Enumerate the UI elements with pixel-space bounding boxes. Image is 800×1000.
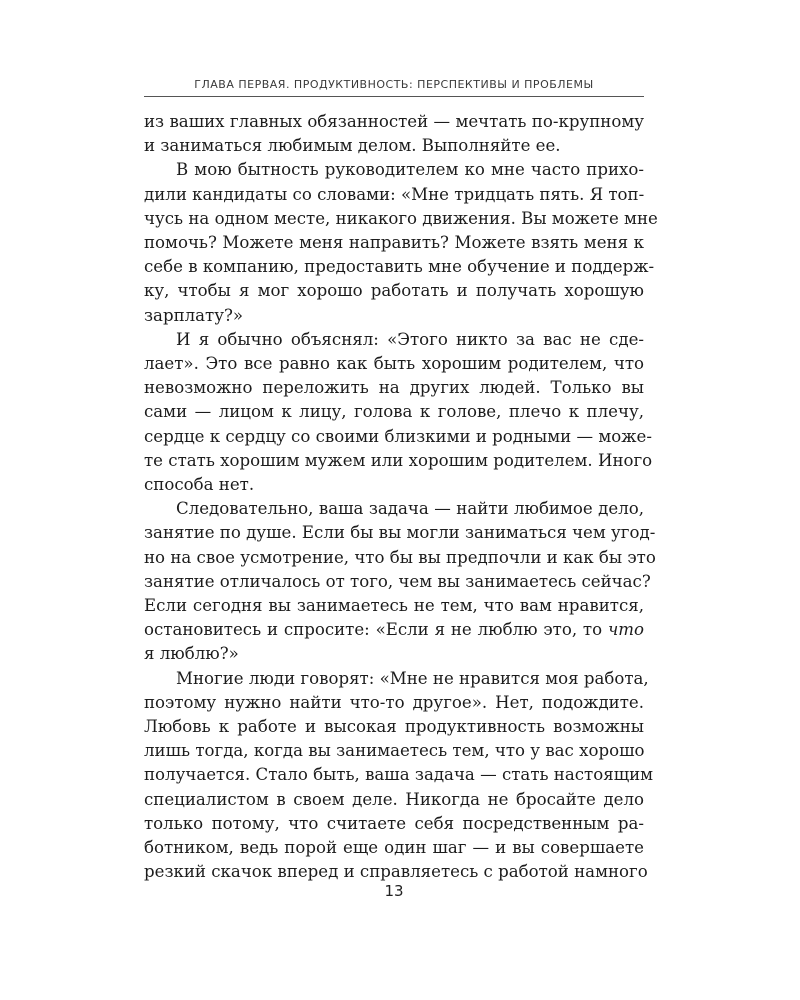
text-line: занятие по душе. Если бы вы могли заниматься чем угод- (144, 523, 656, 543)
text-line: способа нет. (144, 475, 255, 495)
text-line: получается. Стало быть, ваша задача — стать настоящим (144, 765, 654, 785)
text-line: чусь на одном месте, никакого движения. Вы можете мне (144, 208, 658, 228)
body-text (144, 110, 658, 885)
text-line: сами — лицом к лицу, голова к голове, плечо к плечу, (144, 402, 644, 422)
text-line: лает». Это все равно как быть хорошим родителем, что (144, 354, 644, 374)
text-line: те стать хорошим мужем или хорошим родителем. Иного (144, 450, 653, 470)
text-line (144, 618, 644, 642)
text-line: лишь тогда, когда вы занимаетесь тем, что у вас хорошо (144, 741, 645, 761)
text-line: занятие отличалось от того, чем вы занимаетесь сейчас? (144, 571, 651, 591)
text-line: поэтому нужно найти что-то другое». Нет, подождите. (144, 692, 644, 712)
text-line: зарплату?» (144, 305, 244, 325)
text-line: специалистом в своем деле. Никогда не бросайте дело (144, 789, 644, 809)
text-line: я люблю?» (144, 644, 239, 664)
text-line: невозможно переложить на других людей. Только вы (144, 378, 644, 398)
text-line: но на свое усмотрение, что бы вы предпочли и как бы это (144, 547, 656, 567)
header-divider (144, 96, 644, 97)
text-line: ботником, ведь порой еще один шаг — и вы совершаете (144, 838, 644, 858)
text-line: дили кандидаты со словами: «Мне тридцать пять. Я топ- (144, 184, 645, 204)
italic-word: что (607, 620, 644, 640)
text-line: В мою бытность руководителем ко мне часто прихо- (176, 160, 644, 180)
text-line: Следовательно, ваша задача — найти любимое дело, (176, 499, 644, 519)
text-line: помочь? Можете меня направить? Можете взять меня к (144, 233, 644, 253)
text-line: резкий скачок вперед и справляетесь с работой намного (144, 862, 648, 882)
text-line: Многие люди говорят: «Мне не нравится моя работа, (176, 668, 649, 688)
text-line: только потому, что считаете себя посредственным ра- (144, 813, 644, 833)
text-line: себе в компанию, предоставить мне обучение и поддерж- (144, 257, 655, 277)
text-line: И я обычно объяснял: «Этого никто за вас не сде- (176, 329, 644, 349)
text-line: и заниматься любимым делом. Выполняйте ее. (144, 136, 561, 156)
running-header: ГЛАВА ПЕРВАЯ. ПРОДУКТИВНОСТЬ: ПЕРСПЕКТИВЫ И ПРОБЛЕМЫ (194, 78, 594, 91)
text-line: сердце к сердцу со своими близкими и родными — може- (144, 426, 652, 446)
text-fragment: остановитесь и спросите: «Если я не люблю это, то (144, 620, 603, 640)
text-line: из ваших главных обязанностей — мечтать по-крупному (144, 112, 644, 131)
text-line: Если сегодня вы занимаетесь не тем, что вам нравится, (144, 596, 644, 616)
page-number: 13 (384, 882, 404, 900)
text-line: ку, чтобы я мог хорошо работать и получать хорошую (144, 281, 644, 301)
text-line: Любовь к работе и высокая продуктивность возможны (144, 717, 644, 737)
